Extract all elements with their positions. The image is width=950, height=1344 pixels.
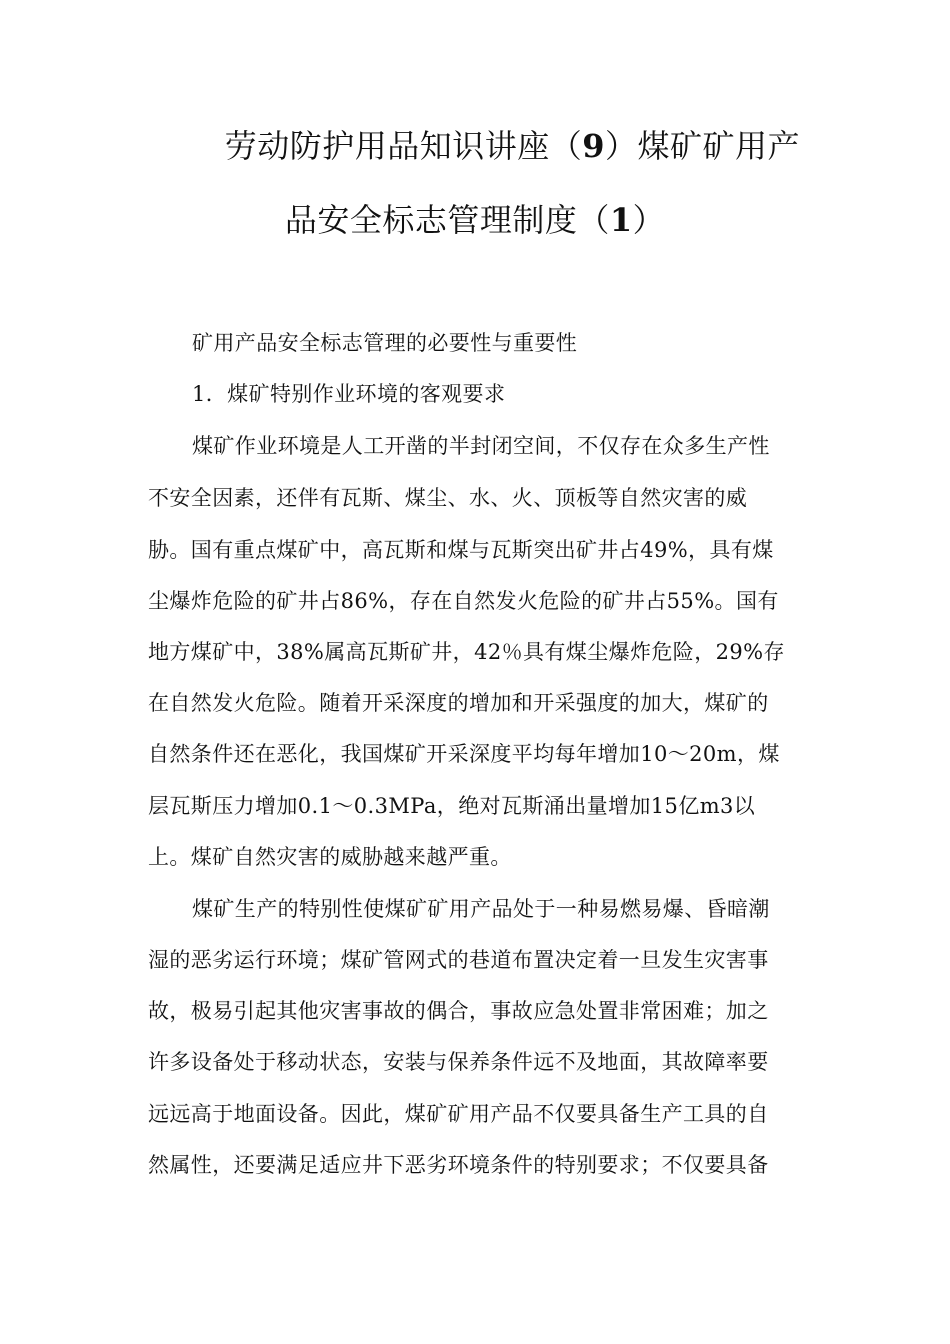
subheading: 1．煤矿特别作业环境的客观要求 bbox=[192, 382, 506, 406]
paragraph-2-line: 许多设备处于移动状态，安装与保养条件远不及地面，其故障率要 bbox=[148, 1050, 769, 1074]
paragraph-1-line: 层瓦斯压力增加0.1～0.3MPa，绝对瓦斯涌出量增加15亿m3以 bbox=[148, 794, 756, 818]
document-title-line-2: 品安全标志管理制度（1） bbox=[284, 201, 666, 239]
paragraph-1-line: 不安全因素，还伴有瓦斯、煤尘、水、火、顶板等自然灾害的威 bbox=[148, 486, 748, 510]
paragraph-1-line: 在自然发火危险。随着开采深度的增加和开采强度的加大，煤矿的 bbox=[148, 691, 769, 715]
document-title-line-1: 劳动防护用品知识讲座（9）煤矿矿用产 bbox=[224, 127, 800, 165]
paragraph-2-line: 煤矿生产的特别性使煤矿矿用产品处于一种易燃易爆、昏暗潮 bbox=[192, 897, 770, 921]
paragraph-1-line: 自然条件还在恶化，我国煤矿开采深度平均每年增加10～20m，煤 bbox=[148, 742, 780, 766]
paragraph-1-line: 尘爆炸危险的矿井占86%，存在自然发火危险的矿井占55%。国有 bbox=[148, 589, 779, 613]
paragraph-1-line: 上。煤矿自然灾害的威胁越来越严重。 bbox=[148, 845, 512, 869]
paragraph-1-line: 胁。国有重点煤矿中，高瓦斯和煤与瓦斯突出矿井占49%，具有煤 bbox=[148, 538, 774, 562]
paragraph-1-line: 煤矿作业环境是人工开凿的半封闭空间，不仅存在众多生产性 bbox=[192, 434, 770, 458]
paragraph-2-line: 故，极易引起其他灾害事故的偶合，事故应急处置非常困难；加之 bbox=[148, 999, 769, 1023]
section-heading: 矿用产品安全标志管理的必要性与重要性 bbox=[192, 331, 578, 355]
paragraph-2-line: 然属性，还要满足适应井下恶劣环境条件的特别要求；不仅要具备 bbox=[148, 1153, 769, 1177]
paragraph-1-line: 地方煤矿中，38%属高瓦斯矿井，42％具有煤尘爆炸危险，29%存 bbox=[148, 640, 785, 664]
paragraph-2-line: 远远高于地面设备。因此，煤矿矿用产品不仅要具备生产工具的自 bbox=[148, 1102, 769, 1126]
paragraph-2-line: 湿的恶劣运行环境；煤矿管网式的巷道布置决定着一旦发生灾害事 bbox=[148, 948, 769, 972]
